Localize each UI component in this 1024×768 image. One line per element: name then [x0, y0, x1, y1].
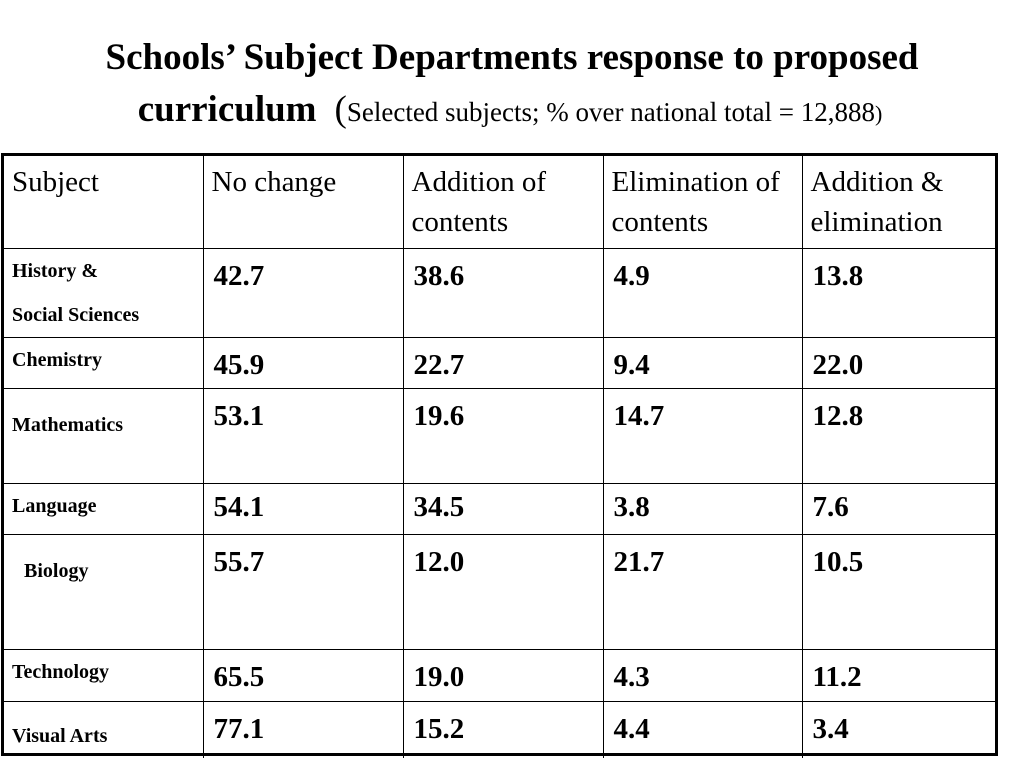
value-cell: 21.7	[603, 534, 802, 649]
value-cell: 38.6	[403, 248, 603, 337]
value-cell: 10.5	[802, 534, 998, 649]
value-cell: 22.7	[403, 337, 603, 388]
value-cell: 77.1	[203, 701, 403, 758]
table-row	[4, 649, 998, 701]
value-cell: 13.8	[802, 248, 998, 337]
title-open-paren: (	[334, 89, 347, 130]
table-row	[4, 483, 998, 534]
value-cell: 4.3	[603, 649, 802, 701]
table-row	[4, 701, 998, 758]
value-cell: 22.0	[802, 337, 998, 388]
header-row	[4, 156, 998, 248]
value-cell: 3.4	[802, 701, 998, 758]
value-cell: 12.0	[403, 534, 603, 649]
title-curriculum: curriculum	[137, 89, 317, 130]
value-cell: 12.8	[802, 388, 998, 483]
subject-label: Chemistry	[4, 337, 203, 388]
value-cell: 19.0	[403, 649, 603, 701]
subject-label-line2: Social Sciences	[12, 303, 140, 326]
value-cell: 4.4	[603, 701, 802, 758]
title-line-1: Schools’ Subject Departments response to proposed	[105, 37, 919, 78]
title-close-paren: )	[874, 101, 883, 126]
subject-label: Technology	[4, 649, 203, 701]
value-cell: 3.8	[603, 483, 802, 534]
header-no-change: No change	[203, 156, 403, 248]
response-table	[1, 153, 998, 756]
title-line-2	[0, 84, 1022, 140]
value-cell: 42.7	[203, 248, 403, 337]
subject-label: Mathematics	[4, 388, 203, 483]
value-cell: 34.5	[403, 483, 603, 534]
table-row	[4, 388, 998, 483]
value-cell: 7.6	[802, 483, 998, 534]
value-cell: 19.6	[403, 388, 603, 483]
value-cell: 4.9	[603, 248, 802, 337]
table-row	[4, 534, 998, 649]
value-cell: 55.7	[203, 534, 403, 649]
value-cell: 45.9	[203, 337, 403, 388]
subject-label: Visual Arts	[4, 701, 203, 758]
value-cell: 54.1	[203, 483, 403, 534]
value-cell: 15.2	[403, 701, 603, 758]
table-row	[4, 248, 998, 337]
subject-label: Biology	[4, 534, 203, 649]
subject-label-line1: History &	[12, 259, 99, 282]
subject-cell	[4, 248, 203, 337]
header-addition: Addition of contents	[403, 156, 603, 248]
header-addition-elimination: Addition & elimination	[802, 156, 998, 248]
value-cell: 65.5	[203, 649, 403, 701]
subject-label: Language	[4, 483, 203, 534]
header-elimination: Elimination of contents	[603, 156, 802, 248]
title-subtitle: Selected subjects; % over national total = 12,888	[346, 97, 875, 127]
value-cell: 14.7	[603, 388, 802, 483]
data-table	[4, 156, 998, 758]
value-cell: 11.2	[802, 649, 998, 701]
value-cell: 53.1	[203, 388, 403, 483]
slide-title	[0, 32, 1024, 140]
value-cell: 9.4	[603, 337, 802, 388]
header-subject: Subject	[4, 156, 203, 248]
table-row	[4, 337, 998, 388]
